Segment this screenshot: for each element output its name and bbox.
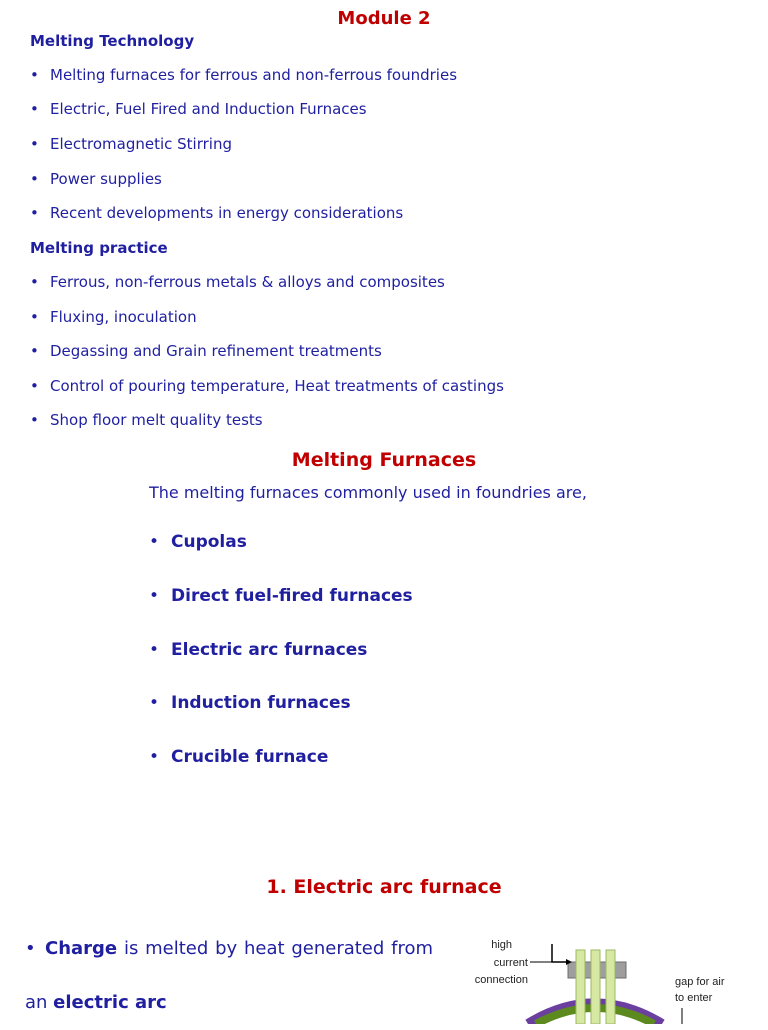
electrode — [576, 950, 585, 1024]
fig-label-connection: connection — [474, 974, 528, 986]
charge-paragraph: • Charge is melted by heat generated from an electric arc — [25, 938, 433, 1013]
electric-arc-word: electric arc — [53, 992, 167, 1013]
connection-arrow — [552, 944, 568, 962]
furnace-item: • Direct fuel-fired furnaces — [149, 586, 413, 606]
furnace-item: • Cupolas — [149, 532, 247, 552]
melting-furnaces-heading: Melting Furnaces — [291, 449, 477, 471]
furnace-item: • Electric arc furnaces — [149, 640, 368, 660]
list-item: • Electromagnetic Stirring — [30, 135, 232, 153]
electrode — [606, 950, 615, 1024]
electrode — [591, 950, 600, 1024]
fig-label-current: current — [493, 957, 528, 969]
charge-word: Charge — [45, 938, 118, 959]
list-item: • Electric, Fuel Fired and Induction Furnaces — [30, 100, 367, 118]
list-item: • Control of pouring temperature, Heat treatments of castings — [30, 377, 504, 395]
list-item: • Fluxing, inoculation — [30, 308, 197, 326]
list-item: • Melting furnaces for ferrous and non-ferrous foundries — [30, 66, 458, 84]
fig-label-gap: gap for air — [675, 976, 725, 988]
electric-arc-furnace-figure — [440, 928, 740, 1024]
intro-text: The melting furnaces commonly used in foundries are, — [149, 483, 587, 502]
fig-label-high: high — [491, 939, 512, 951]
furnace-item: • Crucible furnace — [149, 747, 329, 767]
electric-arc-heading: 1. Electric arc furnace — [266, 876, 502, 898]
module-title: Module 2 — [337, 8, 431, 29]
list-item: • Ferrous, non-ferrous metals & alloys and composites — [30, 273, 445, 291]
list-item: • Power supplies — [30, 170, 162, 188]
furnace-item: • Induction furnaces — [149, 693, 351, 713]
list-item: • Recent developments in energy considerations — [30, 204, 404, 222]
melting-practice-heading: Melting practice — [30, 239, 168, 257]
list-item: • Degassing and Grain refinement treatments — [30, 342, 382, 360]
list-item: • Shop floor melt quality tests — [30, 411, 263, 429]
melting-technology-heading: Melting Technology — [30, 32, 195, 50]
fig-label-enter: to enter — [675, 992, 713, 1004]
